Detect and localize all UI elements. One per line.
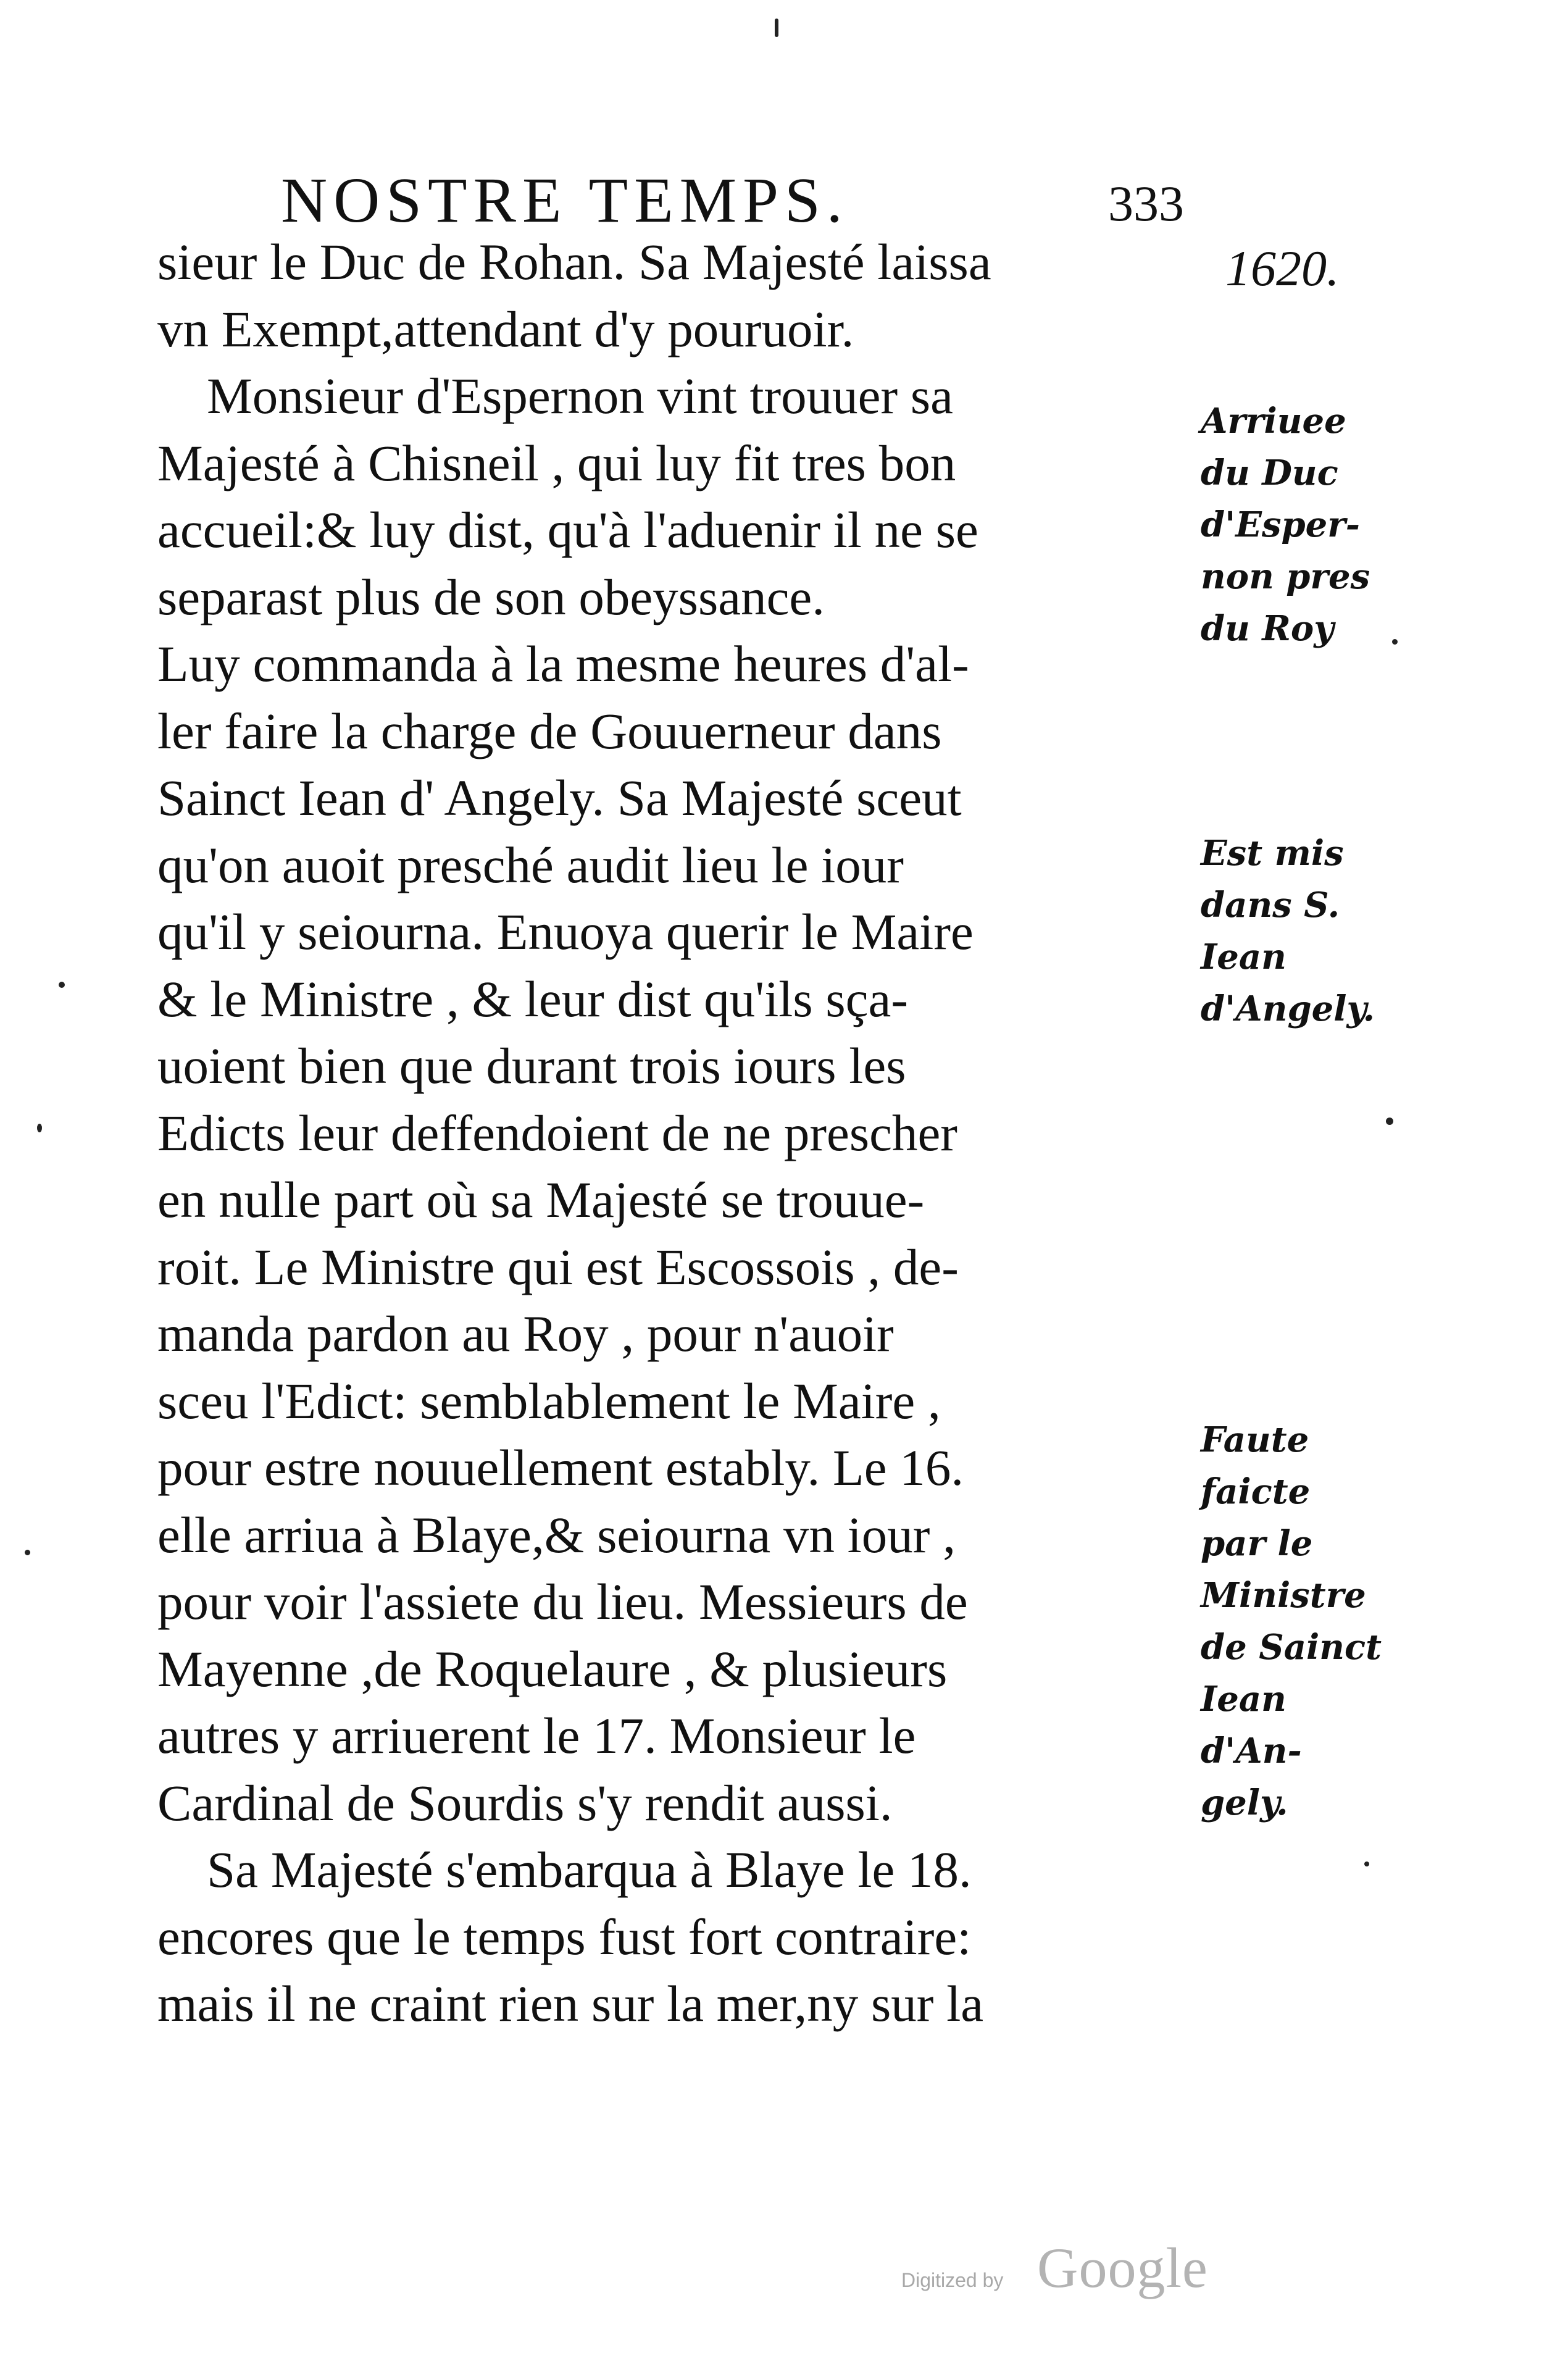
- text-line: Majesté à Chisneil , qui luy fit tres bon: [157, 434, 956, 491]
- running-title: NOSTRE TEMPS.: [281, 165, 849, 236]
- body-text: [157, 228, 1207, 2037]
- ink-speck: [37, 1124, 42, 1132]
- ink-speck: [1386, 1118, 1393, 1125]
- text-line: pour estre nouuellement estably. Le 16.: [157, 1439, 964, 1496]
- margin-note-line: de Sainct: [1201, 1627, 1382, 1668]
- margin-note-faute: [1201, 1414, 1398, 1829]
- margin-note-line: d'Esper-: [1201, 504, 1361, 545]
- text-line: qu'il y seiourna. Enuoya querir le Maire: [157, 903, 974, 960]
- text-line: elle arriua à Blaye,& seiourna vn iour ,: [157, 1506, 956, 1563]
- margin-note-line: du Roy: [1201, 608, 1334, 649]
- ink-speck: [25, 1550, 30, 1555]
- margin-note-line: Ministre: [1201, 1575, 1366, 1616]
- margin-note-line: d'An-: [1201, 1731, 1302, 1771]
- google-logo: Google: [1037, 2236, 1208, 2299]
- text-line: vn Exempt,attendant d'y pouruoir.: [157, 300, 854, 357]
- page-number: 333: [1108, 175, 1184, 232]
- text-line: Sainct Iean d' Angely. Sa Majesté sceut: [157, 769, 962, 826]
- text-line: Luy commanda à la mesme heures d'al-: [157, 635, 969, 692]
- margin-note-line: dans S.: [1201, 885, 1340, 926]
- margin-note-line: du Duc: [1201, 453, 1338, 493]
- text-line: sceu l'Edict: semblablement le Maire ,: [157, 1372, 941, 1429]
- margin-note-line: Iean: [1201, 1679, 1287, 1720]
- margin-note-line: Faute: [1201, 1419, 1309, 1460]
- ink-speck: [1392, 639, 1398, 645]
- digitization-watermark: [901, 2235, 1247, 2303]
- text-line: autres y arriuerent le 17. Monsieur le: [157, 1707, 916, 1764]
- margin-note-line: Arriuee: [1201, 401, 1346, 441]
- text-line: separast plus de son obeyssance.: [157, 568, 825, 625]
- text-line: Monsieur d'Espernon vint trouuer sa: [207, 367, 954, 424]
- margin-note-arrival: [1201, 395, 1398, 654]
- text-line: roit. Le Ministre qui est Escossois , de-: [157, 1238, 959, 1295]
- margin-note-line: Iean: [1201, 937, 1287, 977]
- text-line: encores que le temps fust fort contraire:: [157, 1908, 972, 1965]
- margin-note-angely: [1201, 827, 1398, 1035]
- text-line: uoient bien que durant trois iours les: [157, 1037, 906, 1094]
- text-line: sieur le Duc de Rohan. Sa Majesté laissa: [157, 233, 991, 290]
- margin-note-line: Est mis: [1201, 833, 1344, 874]
- text-line: manda pardon au Roy , pour n'auoir: [157, 1305, 894, 1362]
- text-line: accueil:& luy dist, qu'à l'aduenir il ne se: [157, 501, 978, 558]
- text-line: en nulle part où sa Majesté se trouue-: [157, 1171, 925, 1228]
- ink-speck: [775, 19, 778, 37]
- watermark-prefix: Digitized by: [901, 2269, 1004, 2291]
- ink-speck: [1364, 1862, 1369, 1866]
- text-line: mais il ne craint rien sur la mer,ny sur la: [157, 1975, 984, 2032]
- margin-note-line: non pres: [1201, 556, 1370, 597]
- text-line: qu'on auoit presché audit lieu le iour: [157, 836, 904, 893]
- text-line: & le Ministre , & leur dist qu'ils sça-: [157, 970, 908, 1027]
- text-line: Mayenne ,de Roquelaure , & plusieurs: [157, 1640, 948, 1697]
- margin-note-line: faicte: [1201, 1471, 1311, 1512]
- text-line: Sa Majesté s'embarqua à Blaye le 18.: [207, 1841, 972, 1898]
- margin-note-line: d'Angely.: [1201, 988, 1375, 1029]
- margin-note-line: gely.: [1201, 1782, 1288, 1823]
- margin-year: 1620.: [1225, 240, 1340, 296]
- text-line: Edicts leur deffendoient de ne prescher: [157, 1104, 957, 1161]
- ink-speck: [59, 982, 65, 988]
- text-line: ler faire la charge de Gouuerneur dans: [157, 702, 942, 759]
- margin-note-line: par le: [1201, 1523, 1313, 1564]
- text-line: pour voir l'assiete du lieu. Messieurs de: [157, 1573, 968, 1630]
- text-line: Cardinal de Sourdis s'y rendit aussi.: [157, 1774, 893, 1831]
